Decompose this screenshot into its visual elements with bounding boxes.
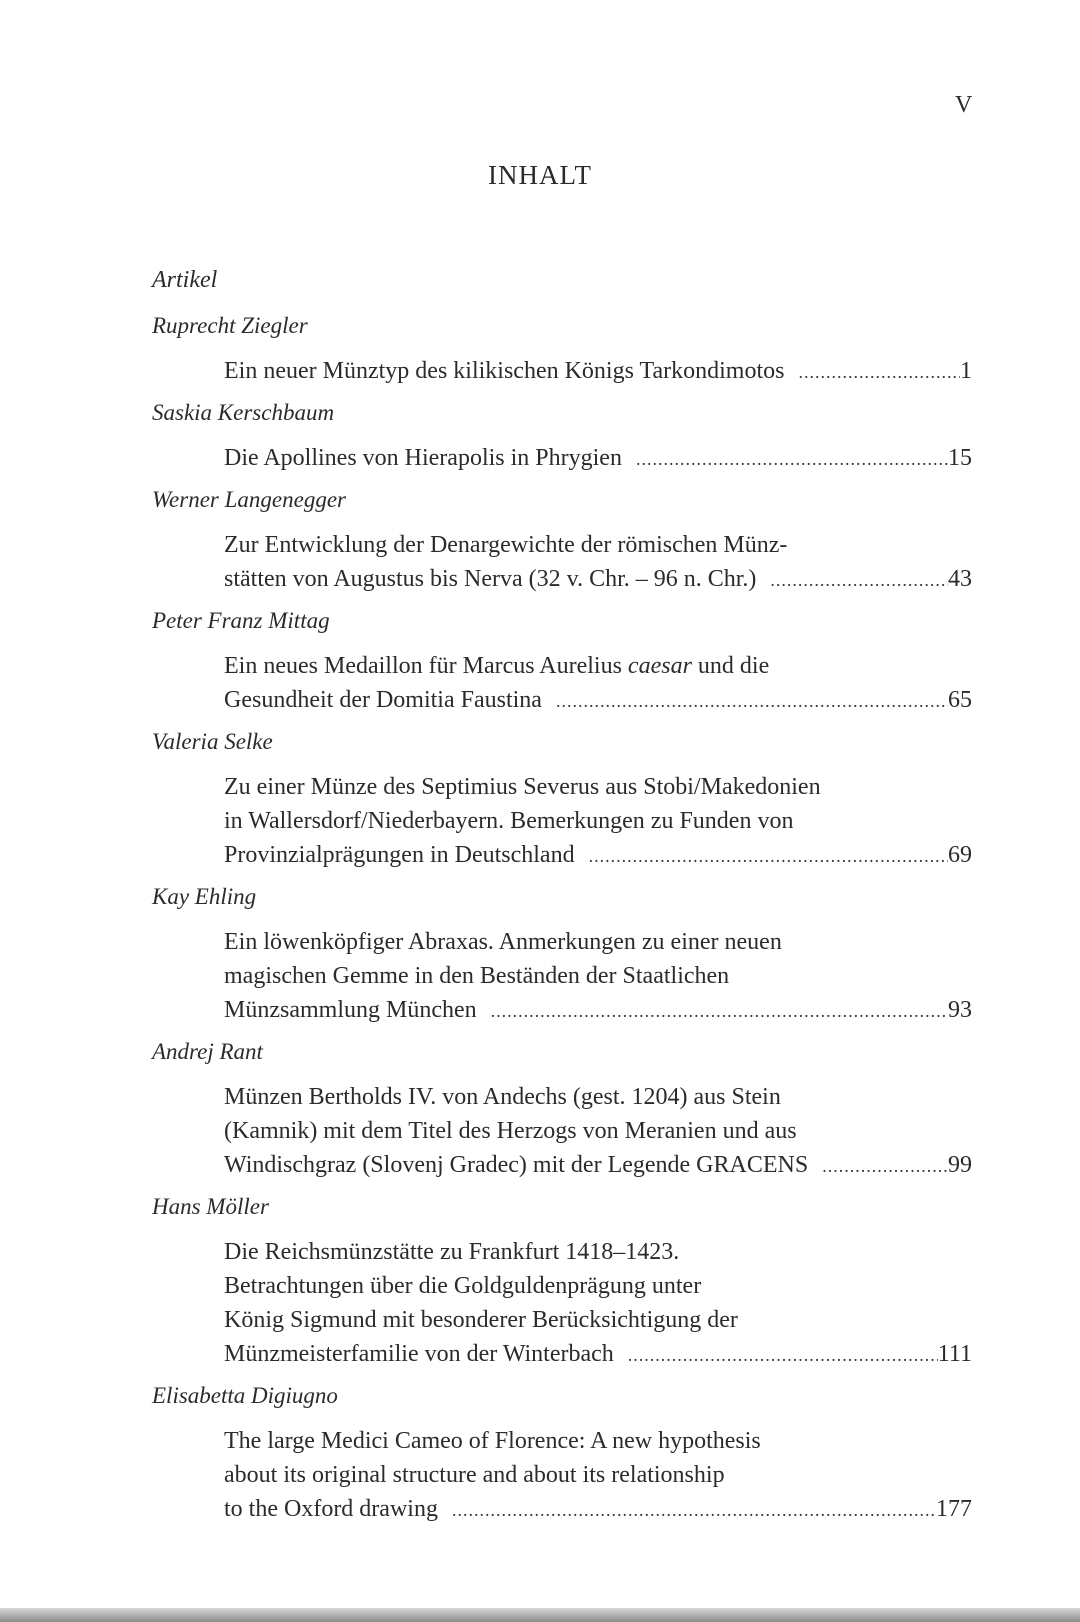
entry-author: Peter Franz Mittag [152, 608, 330, 633]
entry-title [224, 1080, 972, 1183]
entry-title-line [224, 1424, 972, 1458]
entry-page-number: 99 [948, 1152, 972, 1178]
dot-leader [452, 1493, 936, 1527]
dot-leader [822, 1149, 948, 1183]
entry-title-line [224, 1492, 972, 1527]
entry-title-text: Betrachtungen über die Goldguldenprägung unter [224, 1273, 702, 1299]
entry-title-text: stätten von Augustus bis Nerva (32 v. Chr. – 96 n. Chr.) [224, 566, 757, 592]
entry-title-line [224, 770, 972, 804]
toc-entry [152, 1380, 972, 1527]
entry-title-text: Ein neuer Münztyp des kilikischen Königs Tarkondimotos [224, 358, 785, 384]
italic-term: caesar [627, 653, 692, 679]
dot-leader [491, 994, 948, 1028]
entry-title-line [224, 562, 972, 597]
entry-author: Saskia Kerschbaum [152, 400, 335, 425]
entry-page-number: 111 [937, 1341, 972, 1367]
entry-title-text: König Sigmund mit besonderer Berücksichtigung der [224, 1307, 738, 1333]
entry-page-number: 43 [948, 566, 972, 592]
entry-title-text: Windischgraz (Slovenj Gradec) mit der Legende GRACENS [224, 1152, 809, 1178]
entry-page-number: 93 [948, 997, 972, 1023]
toc-entry [152, 1036, 972, 1183]
entry-title-line [224, 683, 972, 718]
entry-author: Elisabetta Digiugno [152, 1383, 338, 1408]
entry-author: Kay Ehling [152, 884, 257, 909]
entry-author: Ruprecht Ziegler [152, 313, 308, 338]
entry-author: Werner Langenegger [152, 487, 346, 512]
entry-title-text: Münzen Bertholds IV. von Andechs (gest. 1204) aus Stein [224, 1084, 781, 1110]
entry-title-line [224, 1148, 972, 1183]
entry-title-line [224, 1303, 972, 1337]
entry-title-text: Zu einer Münze des Septimius Severus aus Stobi/Makedonien [224, 774, 821, 800]
entry-title-text: Provinzialprägungen in Deutschland [224, 842, 575, 868]
entry-title-line [224, 1235, 972, 1269]
entry-title-line [224, 441, 972, 476]
entry-author: Valeria Selke [152, 729, 273, 754]
section-label: Artikel [152, 267, 218, 293]
entry-title-line [224, 1114, 972, 1148]
entry-title-text: Münzsammlung München [224, 997, 477, 1023]
dot-leader [636, 442, 948, 476]
entry-title-text: (Kamnik) mit dem Titel des Herzogs von Meranien und aus [224, 1118, 797, 1144]
entry-title-line [224, 1269, 972, 1303]
toc-entry [152, 726, 972, 873]
toc-entry [152, 1191, 972, 1372]
toc-entry [152, 397, 972, 476]
toc-entry [152, 310, 972, 389]
entry-title-line [224, 925, 972, 959]
entry-title [224, 354, 972, 389]
entry-author: Hans Möller [152, 1194, 269, 1219]
entry-title-text: Ein löwenköpfiger Abraxas. Anmerkungen zu einer neuen [224, 929, 782, 955]
entry-title-text: about its original structure and about its relationship [224, 1462, 725, 1488]
toc-entry [152, 605, 972, 718]
entry-title-line [224, 804, 972, 838]
entry-title-text: in Wallersdorf/Niederbayern. Bemerkungen zu Funden von [224, 808, 794, 834]
entry-page-number: 65 [948, 687, 972, 713]
entry-title-line [224, 1080, 972, 1114]
entry-title [224, 441, 972, 476]
page-title: INHALT [488, 160, 592, 190]
entry-title-text: Die Reichsmünzstätte zu Frankfurt 1418–1423. [224, 1239, 680, 1265]
entry-title-line [224, 354, 972, 389]
dot-leader [628, 1338, 938, 1372]
entry-title [224, 528, 972, 597]
toc-entry [152, 484, 972, 597]
entry-title-text: Die Apollines von Hierapolis in Phrygien [224, 445, 622, 471]
entry-page-number: 1 [960, 358, 972, 384]
entry-title-text: to the Oxford drawing [224, 1496, 438, 1522]
entry-title [224, 925, 972, 1028]
entry-page-number: 177 [936, 1496, 972, 1522]
entry-title-text: The large Medici Cameo of Florence: A new hypothesis [224, 1428, 761, 1454]
scan-edge-shadow [0, 1608, 1080, 1622]
entry-title-text: Ein neues Medaillon für Marcus Aurelius caesar und die [224, 653, 770, 679]
entry-title-line [224, 959, 972, 993]
dot-leader [770, 563, 948, 597]
entry-title-text: Zur Entwicklung der Denargewichte der römischen Münz- [224, 532, 788, 558]
entry-title [224, 1235, 972, 1372]
entry-title-text: Gesundheit der Domitia Faustina [224, 687, 542, 713]
entry-title-line [224, 649, 972, 683]
entry-title-line [224, 838, 972, 873]
entry-title-text: magischen Gemme in den Beständen der Staatlichen [224, 963, 730, 989]
dot-leader [798, 355, 960, 389]
dot-leader [589, 839, 948, 873]
entry-title-line [224, 993, 972, 1028]
entry-title [224, 770, 972, 873]
entry-page-number: 15 [948, 445, 972, 471]
table-of-contents [152, 310, 972, 1535]
entry-title [224, 649, 972, 718]
toc-entry [152, 881, 972, 1028]
page-number: V [955, 92, 973, 118]
entry-author: Andrej Rant [152, 1039, 263, 1064]
dot-leader [556, 684, 948, 718]
entry-title [224, 1424, 972, 1527]
entry-title-text: Münzmeisterfamilie von der Winterbach [224, 1341, 614, 1367]
entry-title-line [224, 1458, 972, 1492]
entry-title-line [224, 1337, 972, 1372]
entry-page-number: 69 [948, 842, 972, 868]
entry-title-line [224, 528, 972, 562]
